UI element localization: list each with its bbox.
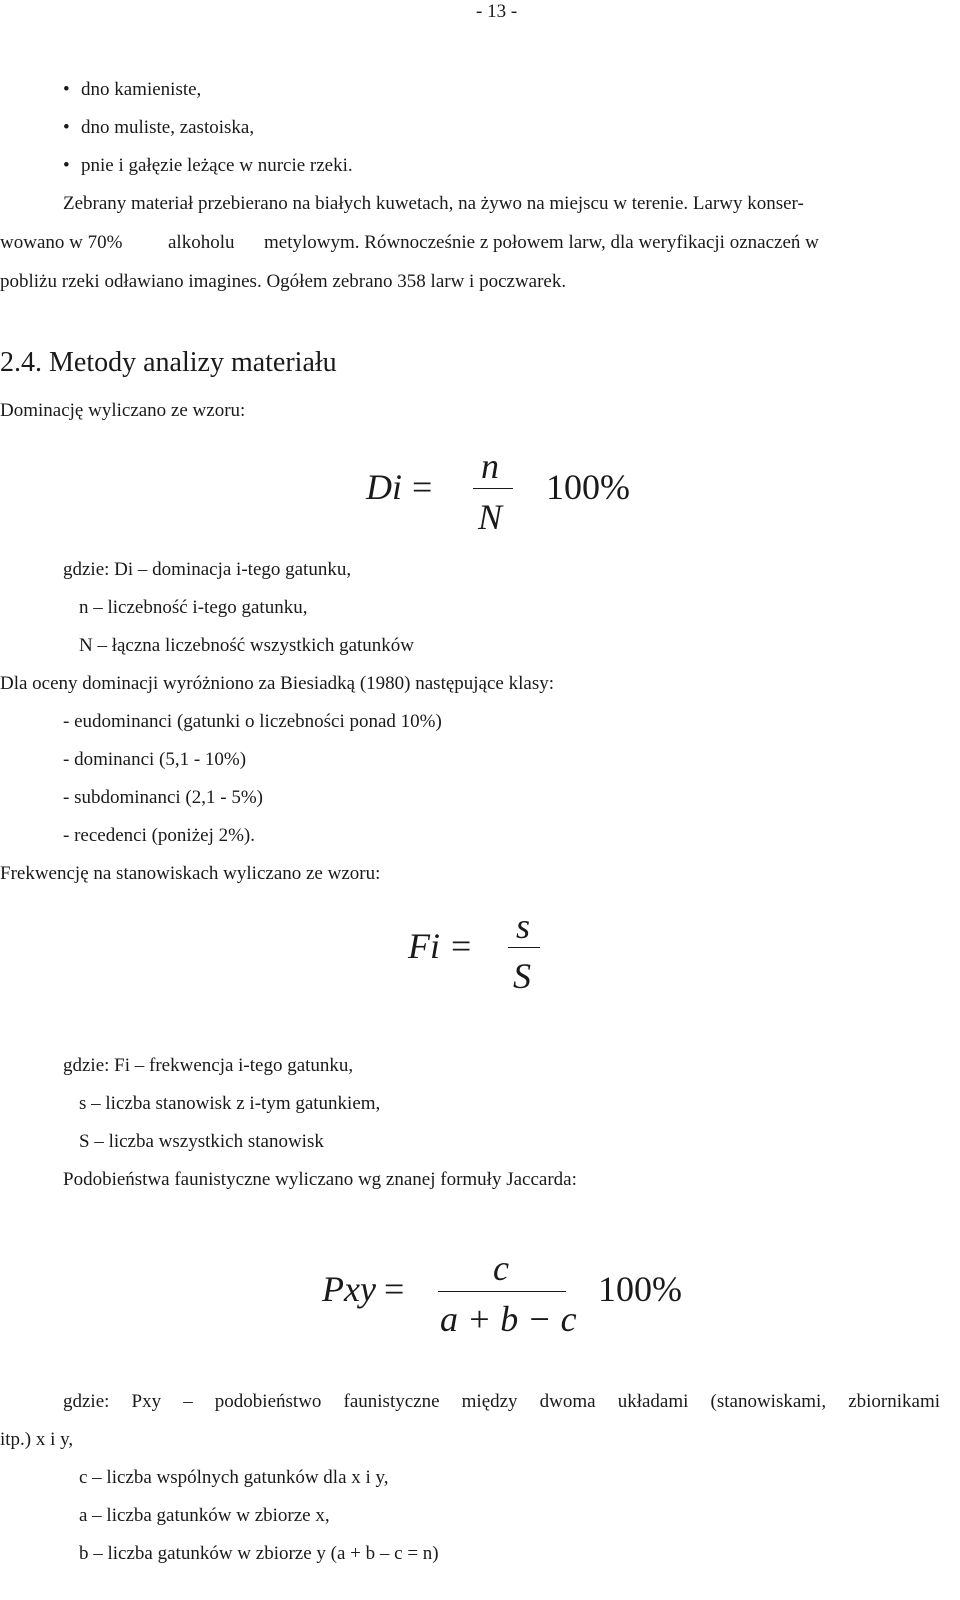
legend-line: gdzie: Fi – frekwencja i-tego gatunku, [63, 1055, 354, 1076]
formula-denominator: S [513, 956, 531, 996]
bullet-icon: • [63, 155, 70, 176]
list-item: - recedenci (poniżej 2%). [63, 825, 256, 846]
fraction-bar [438, 1291, 566, 1292]
formula-denominator: N [478, 497, 503, 537]
bullet-icon: • [63, 79, 70, 100]
legend-line: n – liczebność i-tego gatunku, [79, 597, 308, 618]
fraction-bar [508, 947, 540, 948]
formula-numerator: n [481, 446, 499, 486]
paragraph-line: Zebrany materiał przebierano na białych kuwetach, na żywo na miejscu w terenie. Larwy konser- [63, 193, 804, 214]
page-number: - 13 - [476, 1, 518, 22]
list-item: - eudominanci (gatunki o liczebności ponad 10%) [63, 711, 442, 732]
legend-line: gdzie: Pxy – podobieństwo faunistyczne między dwoma układami (stanowiskami, zbiornikami [63, 1391, 940, 1412]
list-item: - dominanci (5,1 - 10%) [63, 749, 247, 770]
paragraph-line: alkoholu [168, 232, 235, 253]
paragraph-line: pobliżu rzeki odławiano imagines. Ogółem zebrano 358 larw i poczwarek. [0, 271, 567, 292]
formula-lhs: Di [366, 467, 402, 507]
formula-equals: = [384, 1269, 405, 1309]
formula-equals: = [412, 467, 433, 507]
list-item: dno kamieniste, [81, 79, 202, 100]
formula-lhs: Fi [408, 926, 440, 966]
dominance-intro: Dominację wyliczano ze wzoru: [0, 400, 246, 421]
frequency-intro: Frekwencję na stanowiskach wyliczano ze wzoru: [0, 863, 381, 884]
classes-intro: Dla oceny dominacji wyróżniono za Biesiadką (1980) następujące klasy: [0, 673, 554, 694]
formula-numerator: s [516, 906, 531, 946]
list-item: - subdominanci (2,1 - 5%) [63, 787, 263, 808]
list-item: dno muliste, zastoiska, [81, 117, 255, 138]
legend-line: S – liczba wszystkich stanowisk [79, 1131, 324, 1152]
section-heading: 2.4. Metody analizy materiału [0, 347, 337, 378]
legend-line: gdzie: Di – dominacja i-tego gatunku, [63, 559, 352, 580]
paragraph-line: metylowym. Równocześnie z połowem larw, dla weryfikacji oznaczeń w [264, 232, 819, 253]
bullet-icon: • [63, 117, 70, 138]
list-item: pnie i gałęzie leżące w nurcie rzeki. [81, 155, 353, 176]
legend-line: b – liczba gatunków w zbiorze y (a + b – c = n) [79, 1543, 439, 1564]
formula-factor: 100% [546, 467, 630, 507]
legend-line: s – liczba stanowisk z i-tym gatunkiem, [79, 1093, 381, 1114]
formula-lhs: Pxy [322, 1269, 376, 1309]
jaccard-intro: Podobieństwa faunistyczne wyliczano wg znanej formuły Jaccarda: [63, 1169, 577, 1190]
legend-line: c – liczba wspólnych gatunków dla x i y, [79, 1467, 389, 1488]
formula-equals: = [451, 926, 472, 966]
legend-line: a – liczba gatunków w zbiorze x, [79, 1505, 330, 1526]
fraction-bar [473, 488, 513, 489]
formula-factor: 100% [598, 1269, 682, 1309]
legend-line: itp.) x i y, [0, 1429, 74, 1450]
formula-numerator: c [493, 1248, 509, 1288]
paragraph-line: wowano w 70% [0, 232, 123, 253]
formula-denominator: a + b − c [440, 1299, 577, 1339]
legend-line: N – łączna liczebność wszystkich gatunków [79, 635, 415, 656]
